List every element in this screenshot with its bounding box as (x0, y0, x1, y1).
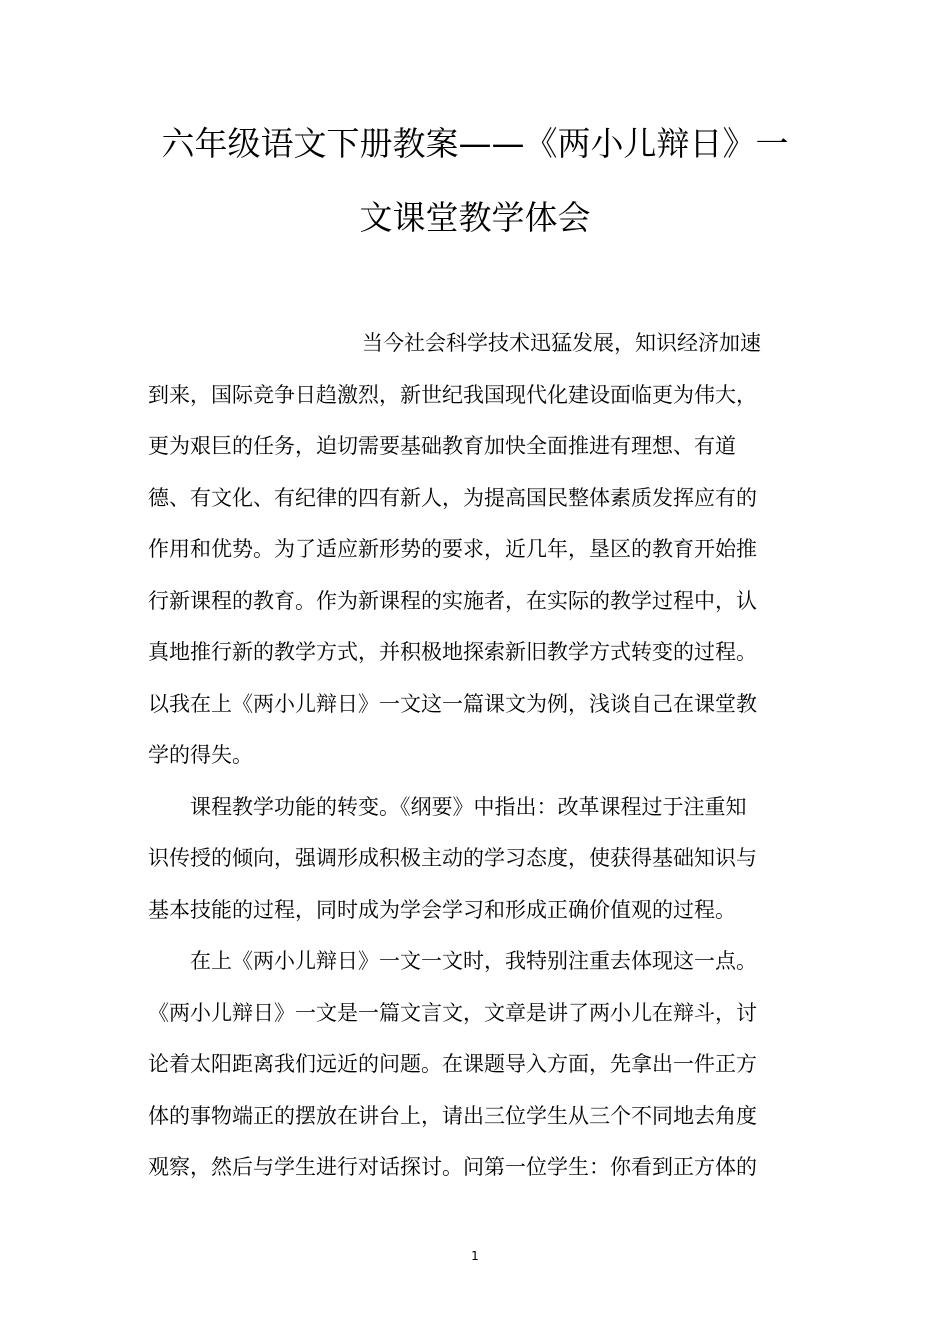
body-line: 课程教学功能的转变。《纲要》中指出：改革课程过于注重知 (190, 795, 747, 819)
body-line: 论着太阳距离我们远近的问题。在课题导入方面，先拿出一件正方 (148, 1052, 757, 1076)
body-line: 学的得失。 (148, 743, 253, 767)
body-line: 基本技能的过程，同时成为学会学习和形成正确价值观的过程。 (148, 898, 736, 922)
body-line: 行新课程的教育。作为新课程的实施者，在实际的教学过程中，认 (148, 589, 757, 613)
body-line: 在上《两小儿辩日》一文一文时，我特别注重去体现这一点。 (190, 949, 757, 973)
body-line: 观察，然后与学生进行对话探讨。问第一位学生：你看到正方体的 (148, 1155, 757, 1179)
body-line: 以我在上《两小儿辩日》一文这一篇课文为例，浅谈自己在课堂教 (148, 692, 757, 716)
body-line: 当今社会科学技术迅猛发展，知识经济加速 (362, 331, 761, 355)
page-number: 1 (471, 1249, 479, 1263)
body-line: 体的事物端正的摆放在讲台上，请出三位学生从三个不同地去角度 (148, 1104, 757, 1128)
body-line: 到来，国际竞争日趋激烈，新世纪我国现代化建设面临更为伟大， (148, 383, 757, 407)
body-line: 作用和优势。为了适应新形势的要求，近几年，垦区的教育开始推 (148, 537, 757, 561)
document-title-line-1: 六年级语文下册教案——《两小儿辩日》一 (161, 124, 789, 163)
document-title-line-2: 文课堂教学体会 (359, 198, 591, 237)
body-line: 《两小儿辩日》一文是一篇文言文，文章是讲了两小儿在辩斗，讨 (148, 1001, 757, 1025)
body-line: 识传授的倾向，强调形成积极主动的学习态度，使获得基础知识与 (148, 846, 757, 870)
body-line: 真地推行新的教学方式，并积极地探索新旧教学方式转变的过程。 (148, 640, 757, 664)
body-line: 更为艰巨的任务，迫切需要基础教育加快全面推进有理想、有道 (148, 434, 736, 458)
body-line: 德、有文化、有纪律的四有新人，为提高国民整体素质发挥应有的 (148, 486, 757, 510)
